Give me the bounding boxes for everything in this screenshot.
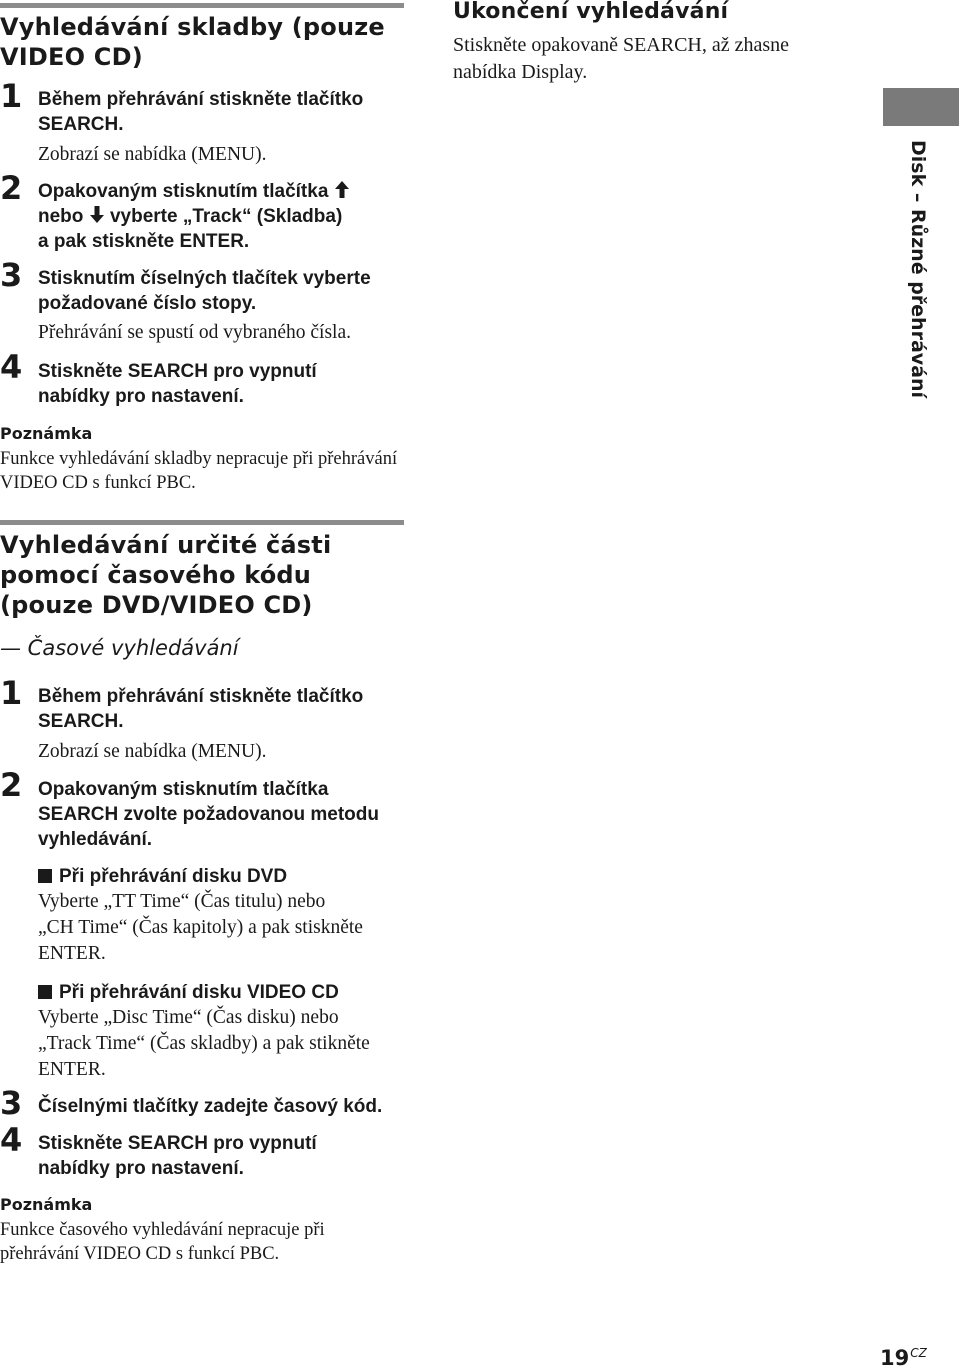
step-instruction xyxy=(38,684,408,734)
page-number xyxy=(880,1346,927,1370)
body-line: „Track Time“ (Čas skladby) a pak stikněte xyxy=(38,1033,370,1054)
page-number-value: 19 xyxy=(880,1346,910,1370)
body-line: Vyberte „TT Time“ (Čas titulu) nebo xyxy=(38,891,326,912)
track-search-heading xyxy=(0,12,385,72)
step-line: SEARCH. xyxy=(38,114,124,135)
body-line: ENTER. xyxy=(38,1059,106,1080)
step-line xyxy=(38,204,408,229)
heading-line: Vyhledávání skladby (pouze xyxy=(0,13,385,41)
note-label: Poznámka xyxy=(0,424,93,443)
subheading-text: Při přehrávání disku VIDEO CD xyxy=(59,982,339,1003)
step-line-text: Opakovaným stisknutím tlačítka xyxy=(38,181,329,202)
subheading-text: Při přehrávání disku DVD xyxy=(59,866,288,887)
step-number: 1 xyxy=(0,77,23,115)
step-line: Během přehrávání stiskněte tlačítko xyxy=(38,686,364,707)
detail-line: Zobrazí se nabídka (MENU). xyxy=(38,144,267,165)
step-line: SEARCH. xyxy=(38,711,124,732)
step-line: Opakovaným stisknutím tlačítka xyxy=(38,779,329,800)
detail-line: Zobrazí se nabídka (MENU). xyxy=(38,741,267,762)
note-label: Poznámka xyxy=(0,1195,93,1214)
step-line: nabídky pro nastavení. xyxy=(38,386,244,407)
heading-line: VIDEO CD) xyxy=(0,43,143,71)
step-line: SEARCH zvolte požadovanou metodu xyxy=(38,804,379,825)
detail-line: Přehrávání se spustí od vybraného čísla. xyxy=(38,322,352,343)
vcd-instructions xyxy=(38,1005,370,1083)
step-line: a pak stiskněte ENTER. xyxy=(38,231,250,252)
body-line: Vyberte „Disc Time“ (Čas disku) nebo xyxy=(38,1007,339,1028)
step-instruction xyxy=(38,266,408,316)
step-line: vyhledávání. xyxy=(38,829,153,850)
bullet-square-icon xyxy=(38,985,52,999)
step-instruction xyxy=(38,359,408,409)
body-line: ENTER. xyxy=(38,943,106,964)
note-line: VIDEO CD s funkcí PBC. xyxy=(0,473,196,493)
step-detail xyxy=(38,320,351,346)
note-line: Funkce vyhledávání skladby nepracuje při přehrávání xyxy=(0,449,398,469)
step-line: Stiskněte SEARCH pro vypnutí xyxy=(38,1133,317,1154)
step-line-text: vyberte „Track“ (Skladba) xyxy=(109,206,343,227)
body-line: „CH Time“ (Čas kapitoly) a pak stiskněte xyxy=(38,917,363,938)
step-line: požadované číslo stopy. xyxy=(38,293,257,314)
step-number: 4 xyxy=(0,1121,23,1159)
dvd-subheading xyxy=(38,864,287,889)
heading-line: (pouze DVD/VIDEO CD) xyxy=(0,591,313,619)
arrow-down-icon xyxy=(89,205,105,224)
note-text xyxy=(0,447,397,495)
step-number: 3 xyxy=(0,1084,23,1122)
chapter-label: Disk – Různé přehrávání xyxy=(907,140,929,399)
chapter-tab xyxy=(883,88,959,126)
step-line: Číselnými tlačítky zadejte časový kód. xyxy=(38,1096,383,1117)
step-instruction xyxy=(38,777,408,852)
time-search-heading xyxy=(0,530,331,620)
note-line: přehrávání VIDEO CD s funkcí PBC. xyxy=(0,1244,280,1264)
section-rule xyxy=(0,520,404,525)
heading-line: Vyhledávání určité části xyxy=(0,531,332,559)
step-instruction xyxy=(38,87,408,137)
end-search-heading: Ukončení vyhledávání xyxy=(453,0,729,24)
dvd-instructions xyxy=(38,889,363,967)
page-language-code: CZ xyxy=(910,1346,927,1360)
step-line xyxy=(38,179,408,204)
step-instruction xyxy=(38,1131,408,1181)
step-number: 2 xyxy=(0,169,23,207)
end-search-body xyxy=(453,32,789,86)
arrow-up-icon xyxy=(334,180,350,199)
body-line: nabídka Display. xyxy=(453,61,588,83)
step-number: 3 xyxy=(0,256,23,294)
step-detail xyxy=(38,142,267,168)
step-line: Během přehrávání stiskněte tlačítko xyxy=(38,89,364,110)
step-number: 4 xyxy=(0,348,23,386)
note-text xyxy=(0,1218,325,1266)
step-number: 2 xyxy=(0,766,23,804)
note-line: Funkce časového vyhledávání nepracuje při xyxy=(0,1220,325,1240)
step-instruction xyxy=(38,1094,438,1119)
step-line: Stisknutím číselných tlačítek vyberte xyxy=(38,268,371,289)
step-line: Stiskněte SEARCH pro vypnutí xyxy=(38,361,317,382)
step-instruction xyxy=(38,179,408,254)
section-rule-top xyxy=(0,3,404,8)
bullet-square-icon xyxy=(38,869,52,883)
body-line: Stiskněte opakovaně SEARCH, až zhasne xyxy=(453,34,790,56)
heading-line: pomocí časového kódu xyxy=(0,561,312,589)
step-line-text: nebo xyxy=(38,206,84,227)
step-detail xyxy=(38,739,267,765)
step-line: nabídky pro nastavení. xyxy=(38,1158,244,1179)
section-subtitle: — Časové vyhledávání xyxy=(0,636,239,660)
step-number: 1 xyxy=(0,674,23,712)
vcd-subheading xyxy=(38,980,339,1005)
